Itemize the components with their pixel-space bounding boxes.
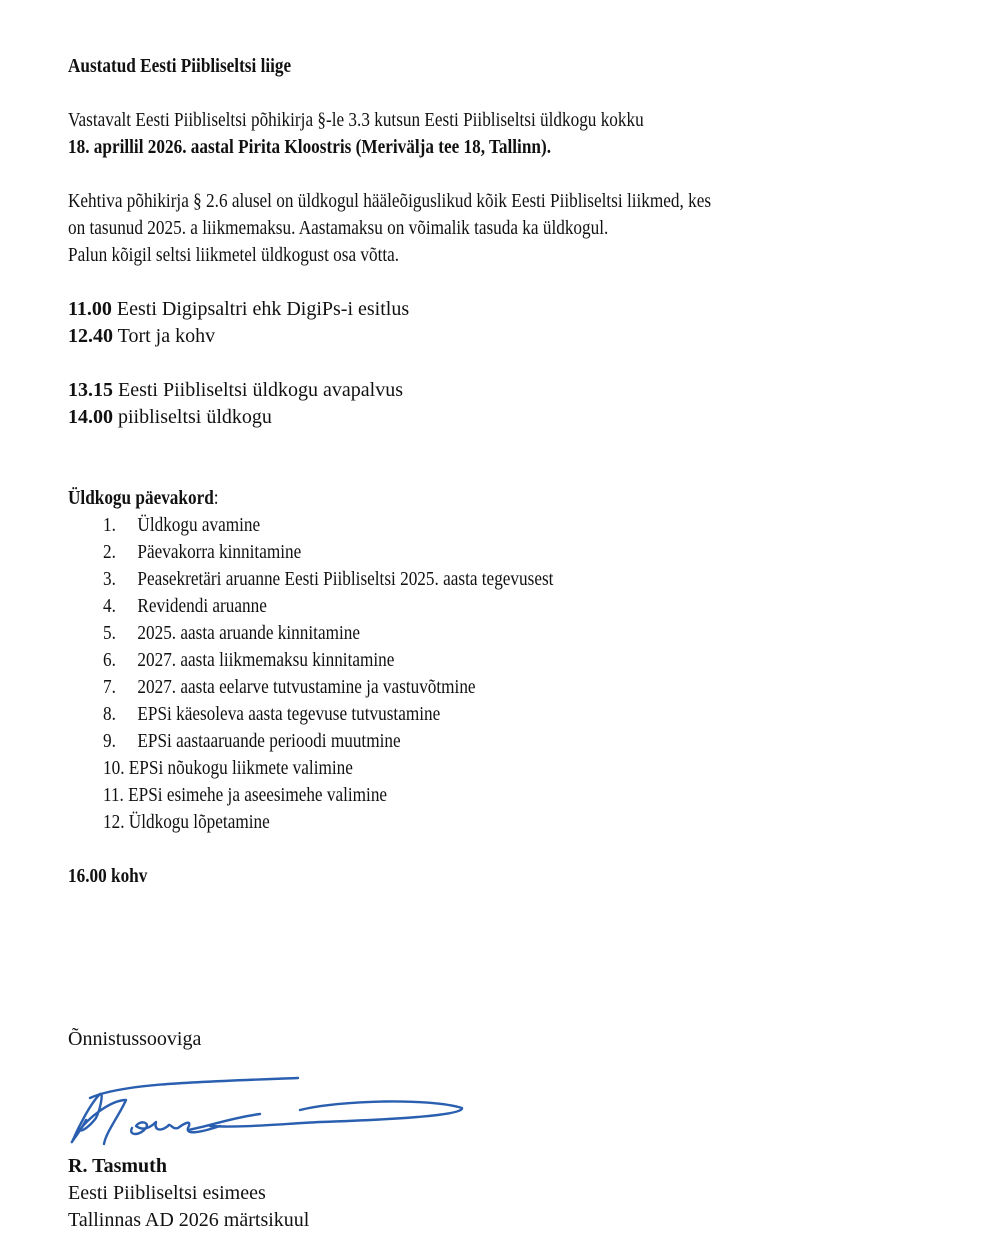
agenda-item (103, 702, 440, 726)
eligibility-line-2: on tasunud 2025. a liikmemaksu. Aastamaksu on võimalik tasuda ka üldkogul. (68, 217, 609, 239)
schedule-text: Eesti Digipsaltri ehk DigiPs-i esitlus (111, 298, 410, 320)
agenda-number: 11. (103, 784, 124, 806)
schedule-item (68, 378, 403, 402)
signature-image (60, 1070, 480, 1152)
agenda-text: EPSi esimehe ja aseesimehe valimine (128, 784, 388, 806)
signer-title: Eesti Piibliseltsi esimees (68, 1182, 266, 1204)
schedule-text: Eesti Piibliseltsi üldkogu avapalvus (118, 379, 403, 401)
agenda-number: 8. (103, 703, 116, 725)
agenda-item (103, 648, 394, 672)
agenda-text: 2027. aasta liikmemaksu kinnitamine (137, 649, 395, 671)
agenda-item (103, 567, 553, 591)
agenda-text: Üldkogu lõpetamine (128, 811, 270, 833)
agenda-item (103, 513, 260, 537)
signature-stroke (72, 1094, 126, 1144)
agenda-item (103, 594, 267, 618)
eligibility-line-1: Kehtiva põhikirja § 2.6 alusel on üldkogul hääleõiguslikud kõik Eesti Piibliseltsi liikmed, kes (68, 190, 712, 212)
agenda-text: EPSi aastaaruande perioodi muutmine (137, 730, 401, 752)
agenda-number: 3. (103, 568, 116, 590)
agenda-title-colon: : (213, 487, 219, 509)
agenda-text: 2027. aasta eelarve tutvustamine ja vastuvõtmine (137, 676, 476, 698)
signature-stroke (90, 1078, 298, 1098)
salutation: Õnnistussooviga (68, 1028, 202, 1050)
agenda-number: 4. (103, 595, 116, 617)
agenda-text: 2025. aasta aruande kinnitamine (137, 622, 360, 644)
agenda-text: EPSi nõukogu liikmete valimine (128, 757, 353, 779)
agenda-number: 10. (103, 757, 125, 779)
agenda-title: Üldkogu päevakord (68, 487, 214, 509)
agenda-number: 2. (103, 541, 116, 563)
meeting-date-location: 18. aprillil 2026. aastal Pirita Kloostris (Merivälja tee 18, Tallinn). (68, 136, 551, 158)
eligibility-line-3: Palun kõigil seltsi liikmetel üldkogust osa võtta. (68, 244, 400, 266)
agenda-text: Revidendi aruanne (137, 595, 267, 617)
schedule-time: 13.15 (68, 379, 113, 401)
schedule-time: 12.40 (68, 325, 113, 347)
schedule-text: piibliseltsi üldkogu (118, 406, 272, 428)
agenda-item (103, 810, 270, 834)
agenda-item (103, 783, 387, 807)
agenda-heading (68, 486, 219, 510)
schedule-item (68, 324, 215, 348)
closing-coffee: 16.00 kohv (68, 865, 148, 887)
greeting: Austatud Eesti Piibliseltsi liige (68, 55, 292, 77)
schedule-time: 11.00 (68, 298, 112, 320)
agenda-item (103, 621, 360, 645)
schedule-item (68, 297, 409, 321)
agenda-number: 12. (103, 811, 125, 833)
agenda-number: 9. (103, 730, 116, 752)
agenda-number: 6. (103, 649, 116, 671)
agenda-number: 7. (103, 676, 116, 698)
place-date: Tallinnas AD 2026 märtsikuul (68, 1209, 310, 1231)
signer-name: R. Tasmuth (68, 1155, 167, 1177)
intro-line-1: Vastavalt Eesti Piibliseltsi põhikirja §-le 3.3 kutsun Eesti Piibliseltsi üldkogu kokku (68, 109, 644, 131)
agenda-text: EPSi käesoleva aasta tegevuse tutvustamine (137, 703, 441, 725)
agenda-item (103, 729, 401, 753)
agenda-text: Üldkogu avamine (137, 514, 261, 536)
signature-stroke (210, 1101, 462, 1126)
agenda-item (103, 540, 301, 564)
agenda-item (103, 675, 476, 699)
schedule-text: Tort ja kohv (117, 325, 216, 347)
agenda-number: 1. (103, 514, 116, 536)
signature-stroke (131, 1122, 220, 1134)
agenda-text: Päevakorra kinnitamine (137, 541, 302, 563)
agenda-number: 5. (103, 622, 116, 644)
schedule-time: 14.00 (68, 406, 113, 428)
agenda-text: Peasekretäri aruanne Eesti Piibliseltsi 2025. aasta tegevusest (137, 568, 554, 590)
agenda-item (103, 756, 353, 780)
schedule-item (68, 405, 272, 429)
